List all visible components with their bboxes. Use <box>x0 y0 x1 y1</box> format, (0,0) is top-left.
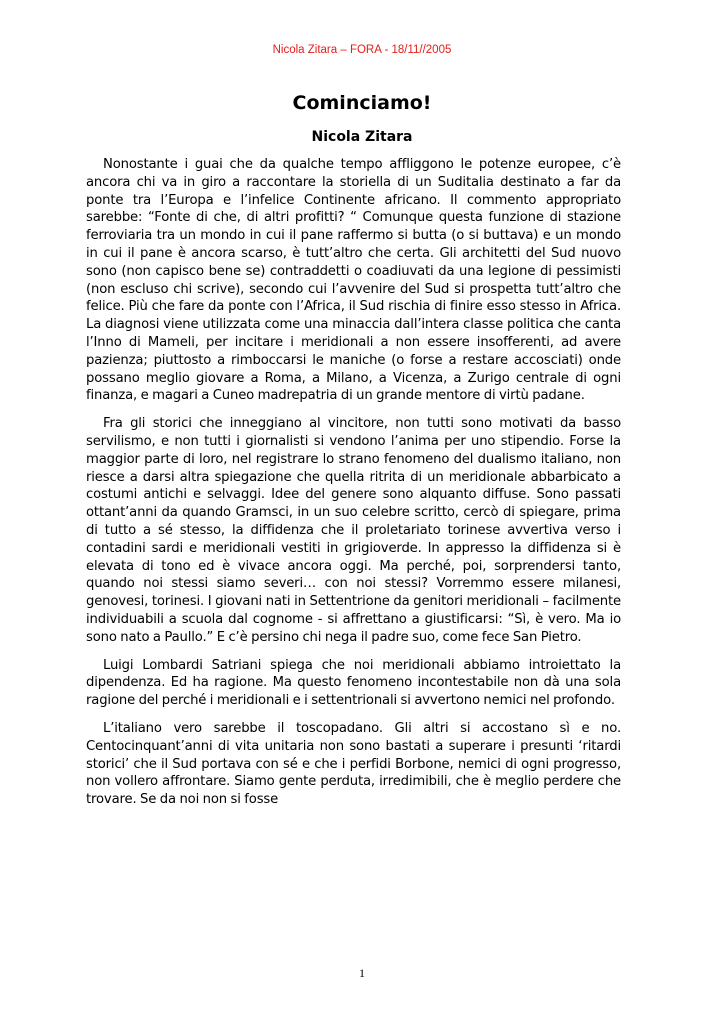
article-body <box>86 156 621 819</box>
article-title: Cominciamo! <box>292 92 432 114</box>
paragraph: Fra gli storici che inneggiano al vincitore, non tutti sono motivati da basso servilismo, e non tutti i giornalisti si vendono l’anima per uno stipendio. Forse la maggior parte di loro, nel registrare lo strano fenomeno del dualismo italiano, non riesce a darsi altra spiegazione che quella ritrita di un meridionale abbarbicato a costumi antichi e selvaggi. Idee del genere sono alquanto diffuse. Sono passati ottant’anni da quando Gramsci, in un suo celebre scritto, cercò di spiegare, prima di tutto a sé stesso, la diffidenza che il proletariato torinese avvertiva verso i contadini sardi e meridionali vestiti in grigioverde. In appresso la diffidenza si è elevata di tono ed è vivace ancora oggi. Ma perché, poi, sorprendersi tanto, quando noi stessi siamo severi… con noi stessi? Vorremmo essere milanesi, genovesi, torinesi. I giovani nati in Settentrione da genitori meridionali – facilmente individuabili a scuola dal cognome - si affrettano a giustificarsi: “Sì, è vero. Ma io sono nato a Paullo.” E c’è persino chi nega il padre suo, come fece San Pietro. <box>86 416 621 645</box>
paragraph: L’italiano vero sarebbe il toscopadano. Gli altri si accostano sì e no. Centocinquant’anni di vita unitaria non sono bastati a superare i presunti ‘ritardi storici’ che il Sud portava con sé e che i perfidi Borbone, nemici di ogni progresso, non vollero affrontare. Siamo gente perduta, irredimibili, che è meglio perdere che trovare. Se da noi non si fosse <box>86 720 621 808</box>
running-header: Nicola Zitara – FORA - 18/11//2005 <box>272 44 452 56</box>
paragraph: Luigi Lombardi Satriani spiega che noi meridionali abbiamo introiettato la dipendenza. Ed ha ragione. Ma questo fenomeno incontestabile non dà una sola ragione del perché i meridionali e i settentrionali si avvertono nemici nel profondo. <box>86 657 621 709</box>
page-number: 1 <box>359 966 365 980</box>
paragraph: Nonostante i guai che da qualche tempo affliggono le potenze europee, c’è ancora chi va in giro a raccontare la storiella di un Suditalia destinato a far da ponte tra l’Europa e l’infelice Continente africano. Il commento appropriato sarebbe: “Fonte di che, di altri profitti? “ Comunque questa funzione di stazione ferroviaria tra un mondo in cui il pane raffermo si butta (o si buttava) e un mondo in cui il pane è ancora scarso, è tutt’altro che certa. Gli architetti del Sud nuovo sono (non capisco bene se) contraddetti o coadiuvati da una legione di pessimisti (non escluso chi scrive), secondo cui l’avvenire del Sud si prospetta tutt’altro che felice. Più che fare da ponte con l’Africa, il Sud rischia di finire esso stesso in Africa. La diagnosi viene utilizzata come una minaccia dall’intera classe politica che canta l’Inno di Mameli, per incitare i meridionali a non essere insofferenti, ad avere pazienza; piuttosto a rimboccarsi le maniche (o forse a restare accosciati) onde possano meglio giovare a Roma, a Milano, a Vicenza, a Zurigo centrale di ogni finanza, e magari a Cuneo madrepatria di un grande mentore di virtù padane. <box>86 157 621 404</box>
article-author: Nicola Zitara <box>311 129 413 145</box>
